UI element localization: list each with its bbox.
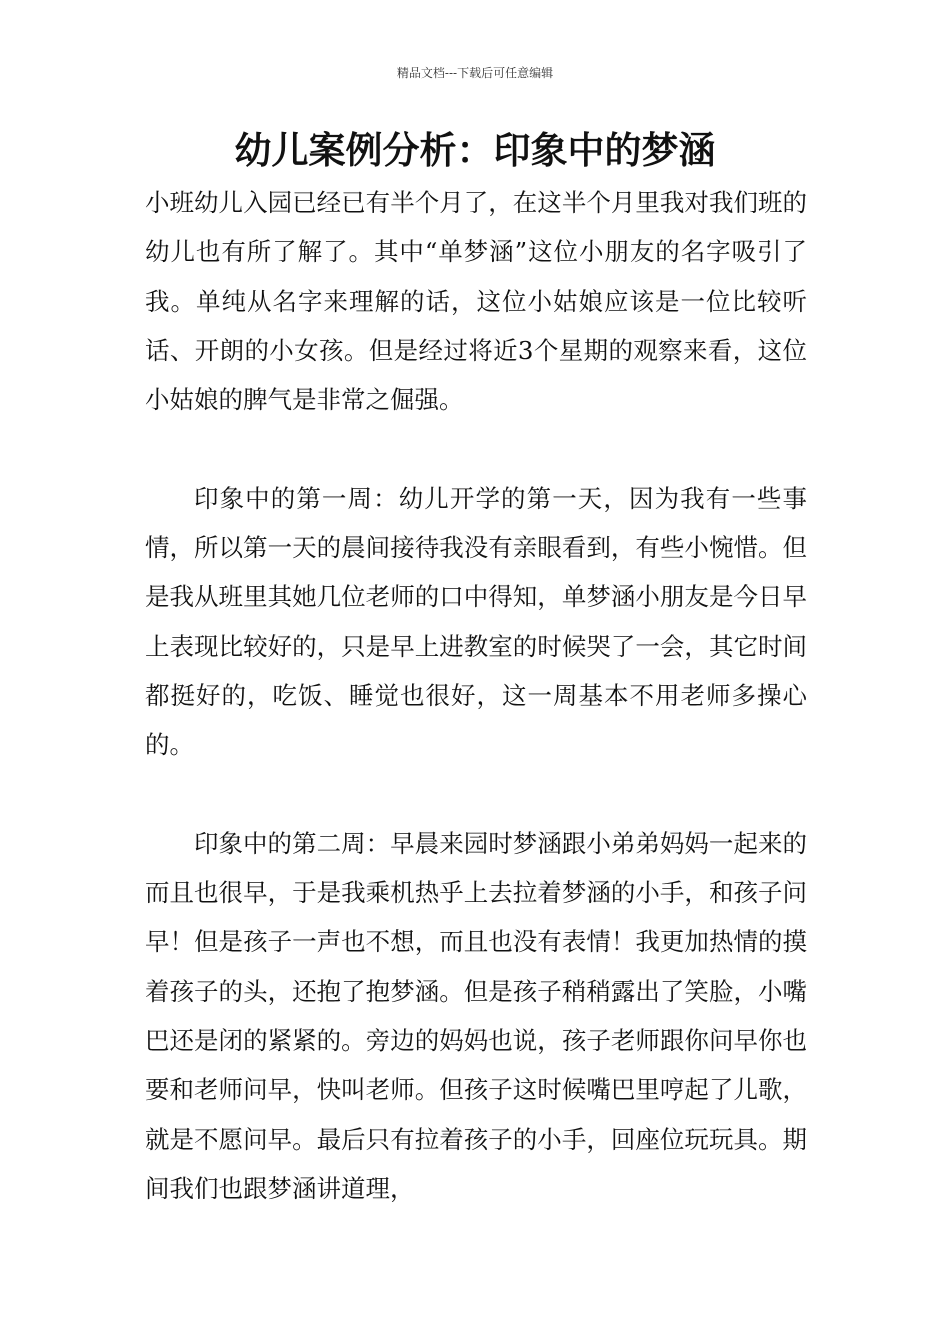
paragraph-gap — [145, 424, 807, 473]
paragraph-week-two: 印象中的第二周：早晨来园时梦涵跟小弟弟妈妈一起来的而且也很早，于是我乘机热乎上去拉着梦涵的小手，和孩子问早！但是孩子一声也不想，而且也没有表情！我更加热情的摸着孩子的头，还抱了抱梦涵。但是孩子稍稍露出了笑脸，小嘴巴还是闭的紧紧的。旁边的妈妈也说，孩子老师跟你问早你也要和老师问早，快叫老师。但孩子这时候嘴巴里哼起了儿歌，就是不愿问早。最后只有拉着孩子的小手，回座位玩玩具。期间我们也跟梦涵讲道理， — [145, 828, 807, 1203]
document-body — [145, 178, 807, 1213]
paragraph-week-one: 印象中的第一周：幼儿开学的第一天，因为我有一些事情，所以第一天的晨间接待我没有亲眼看到，有些小惋惜。但是我从班里其她几位老师的口中得知，单梦涵小朋友是今日早上表现比较好的，只是早上进教室的时候哭了一会，其它时间都挺好的，吃饭、睡觉也很好，这一周基本不用老师多操心的。 — [145, 483, 807, 760]
paragraph-gap — [145, 770, 807, 819]
paragraph-intro: 小班幼儿入园已经已有半个月了，在这半个月里我对我们班的幼儿也有所了解了。其中“单梦涵”这位小朋友的名字吸引了我。单纯从名字来理解的话，这位小姑娘应该是一位比较听话、开朗的小女孩。但是经过将近3个星期的观察来看，这位小姑娘的脾气是非常之倔强。 — [145, 188, 807, 415]
header-note: 精品文档---下载后可任意编辑 — [396, 66, 554, 80]
document-title: 幼儿案例分析：印象中的梦涵 — [234, 129, 716, 172]
